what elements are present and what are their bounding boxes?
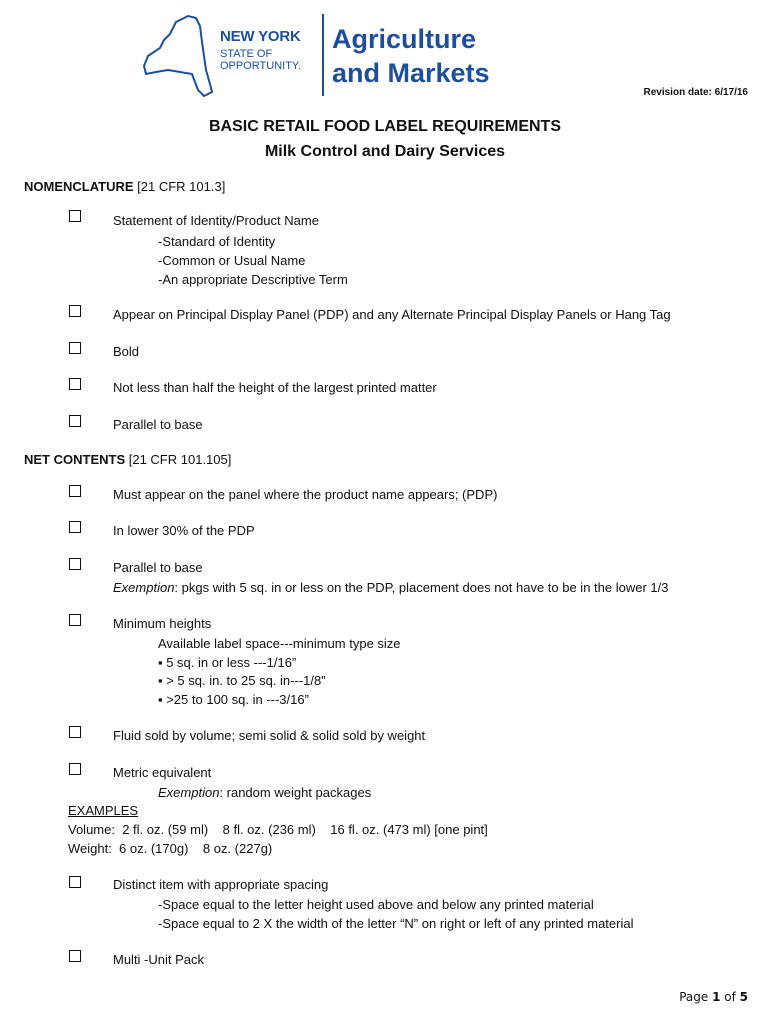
item-lower-30: In lower 30% of the PDP [113, 523, 255, 538]
item-must-appear: Must appear on the panel where the product name appears; (PDP) [113, 487, 498, 502]
sub-size-small: ▪ 5 sq. in or less ---1/16” [158, 655, 297, 670]
item-distinct-item: Distinct item with appropriate spacing [113, 877, 329, 892]
item-bold: Bold [113, 344, 140, 359]
checkbox-bold[interactable] [69, 342, 81, 354]
examples-volume: Volume: 2 fl. oz. (59 ml) 8 fl. oz. (236 ml) 16 fl. oz. (473 ml) [one pint] [68, 822, 488, 837]
nomenclature-heading [24, 179, 225, 194]
item-metric-equivalent: Metric equivalent [113, 765, 212, 780]
page-total: 5 [739, 990, 748, 1004]
sub-standard-of-identity: -Standard of Identity [158, 234, 276, 249]
new-york-state-map-icon [140, 12, 220, 102]
logo-state-of-text: STATE OF [220, 48, 273, 60]
metric-exemption-text: : random weight packages [219, 785, 372, 800]
logo-agriculture-text: Agriculture [332, 24, 477, 54]
item-fluid-sold: Fluid sold by volume; semi solid & solid sold by weight [113, 728, 426, 743]
nomenclature-ref: [21 CFR 101.3] [133, 179, 226, 194]
logo-divider [322, 14, 324, 96]
parallel-exemption-label: Exemption [113, 580, 175, 595]
sub-space-height: -Space equal to the letter height used above and below any printed material [158, 897, 594, 912]
examples-heading [68, 803, 138, 818]
net-contents-heading-label: NET CONTENTS [24, 452, 126, 467]
sub-label-space: Available label space---minimum type size [158, 636, 401, 651]
parallel-exemption-text: : pkgs with 5 sq. in or less on the PDP, placement does not have to be in the lower 1/3 [174, 580, 669, 595]
checkbox-must-appear[interactable] [69, 485, 81, 497]
checkbox-not-less-than-half[interactable] [69, 378, 81, 390]
checkbox-parallel-to-base-name[interactable] [69, 415, 81, 427]
sub-space-width: -Space equal to 2 X the width of the letter “N” on right or left of any printed material [158, 916, 634, 931]
of-word: of [720, 990, 740, 1004]
sub-common-name: -Common or Usual Name [158, 253, 306, 268]
logo-markets-text: and Markets [332, 58, 490, 88]
page-number [679, 990, 748, 1004]
item-parallel-to-base-name: Parallel to base [113, 417, 203, 432]
item-not-less-than-half: Not less than half the height of the largest printed matter [113, 380, 437, 395]
checkbox-lower-30[interactable] [69, 521, 81, 533]
item-multi-unit: Multi -Unit Pack [113, 952, 205, 967]
revision-date: Revision date: 6/17/16 [643, 87, 748, 98]
page-subtitle: Milk Control and Dairy Services [264, 143, 506, 160]
logo-opportunity-text: OPPORTUNITY. [220, 60, 301, 72]
metric-exemption [158, 785, 371, 800]
metric-exemption-label: Exemption [158, 785, 220, 800]
checkbox-appear-on-pdp[interactable] [69, 305, 81, 317]
sub-size-medium: ▪ > 5 sq. in. to 25 sq. in---1/8” [158, 673, 326, 688]
item-minimum-heights: Minimum heights [113, 616, 212, 631]
checkbox-distinct-item[interactable] [69, 876, 81, 888]
page-title: BASIC RETAIL FOOD LABEL REQUIREMENTS [208, 118, 561, 135]
checkbox-multi-unit[interactable] [69, 950, 81, 962]
page-word: Page [679, 990, 713, 1004]
sub-size-large: ▪ >25 to 100 sq. in ---3/16” [158, 692, 309, 707]
net-contents-heading [24, 452, 231, 467]
net-contents-ref: [21 CFR 101.105] [125, 452, 232, 467]
page-current: 1 [712, 990, 721, 1004]
logo-ny-text: NEW YORK [220, 28, 301, 45]
sub-descriptive-term: -An appropriate Descriptive Term [158, 272, 348, 287]
checkbox-metric-equivalent[interactable] [69, 763, 81, 775]
checkbox-fluid-sold[interactable] [69, 726, 81, 738]
examples-weight: Weight: 6 oz. (170g) 8 oz. (227g) [68, 841, 273, 856]
checkbox-statement-of-identity[interactable] [69, 210, 81, 222]
nomenclature-heading-label: NOMENCLATURE [24, 179, 134, 194]
examples-heading-label: EXAMPLES [68, 803, 139, 818]
parallel-exemption [113, 580, 668, 595]
item-statement-of-identity: Statement of Identity/Product Name [113, 213, 319, 228]
checkbox-minimum-heights[interactable] [69, 614, 81, 626]
item-parallel-to-base: Parallel to base [113, 560, 203, 575]
logo [140, 12, 520, 102]
item-appear-on-pdp: Appear on Principal Display Panel (PDP) and any Alternate Principal Display Panels or Hang Tag [113, 307, 671, 322]
checkbox-parallel-to-base[interactable] [69, 558, 81, 570]
